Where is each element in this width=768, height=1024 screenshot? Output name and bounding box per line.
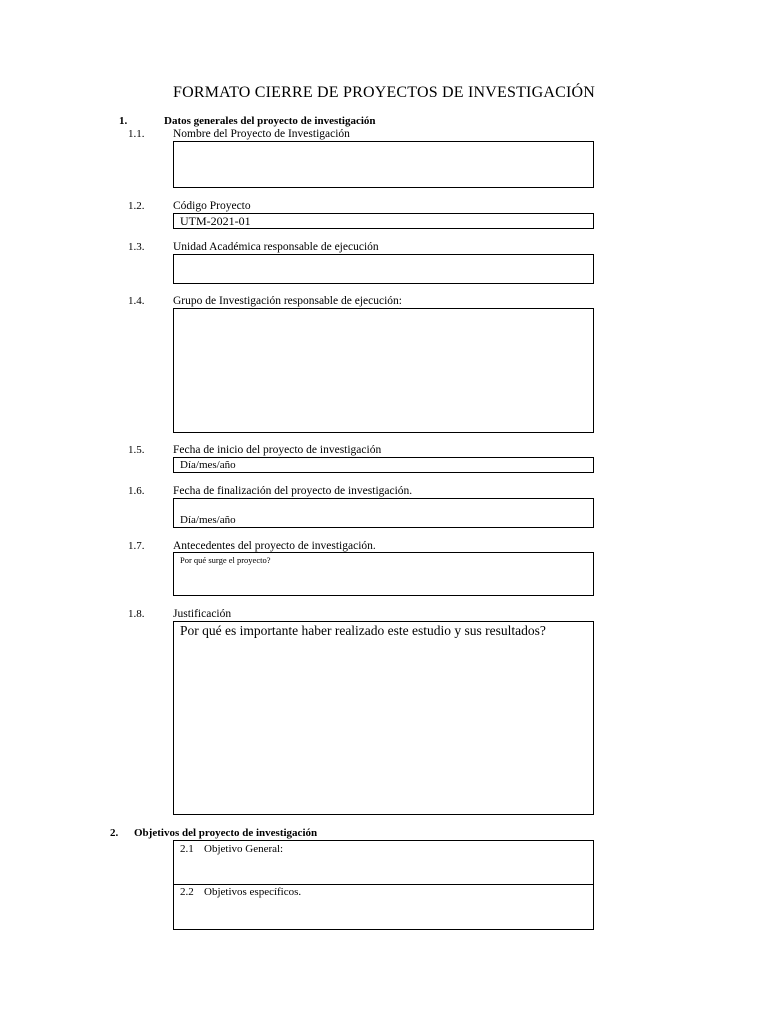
academic-unit-field[interactable] [173, 254, 594, 284]
start-date-value: Día/mes/año [180, 459, 236, 471]
section-1-heading: Datos generales del proyecto de investigación [164, 115, 376, 127]
item-1-2-number: 1.2. [128, 200, 145, 212]
item-1-8-label: Justificación [173, 608, 232, 620]
item-1-6-label: Fecha de finalización del proyecto de investigación. [173, 485, 413, 497]
item-1-4-number: 1.4. [128, 295, 145, 307]
section-1-number: 1. [119, 115, 128, 127]
end-date-value: Día/mes/año [180, 514, 236, 526]
objective-general-label[interactable]: Objetivo General: [204, 843, 284, 855]
item-1-2-label: Código Proyecto [173, 200, 251, 212]
objectives-specific-number: 2.2 [180, 886, 194, 898]
item-1-3-label: Unidad Académica responsable de ejecución [173, 241, 379, 253]
research-group-field[interactable] [173, 308, 594, 433]
section-2-number: 2. [110, 827, 119, 839]
project-name-field[interactable] [173, 141, 594, 188]
justification-hint: Por qué es importante haber realizado este estudio y sus resultados? [180, 623, 546, 638]
item-1-5-number: 1.5. [128, 444, 145, 456]
item-1-4-label: Grupo de Investigación responsable de ejecución: [173, 295, 402, 307]
project-code-field[interactable] [173, 213, 594, 229]
item-1-1-label: Nombre del Proyecto de Investigación [173, 128, 350, 140]
item-1-1-number: 1.1. [128, 128, 145, 140]
start-date-field[interactable] [173, 457, 594, 473]
item-1-7-label: Antecedentes del proyecto de investigación. [173, 540, 376, 552]
item-1-5-label: Fecha de inicio del proyecto de investigación [173, 444, 382, 456]
objectives-table [173, 840, 594, 930]
document-title: FORMATO CIERRE DE PROYECTOS DE INVESTIGACIÓN [172, 84, 595, 101]
project-code-value: UTM-2021-01 [180, 214, 251, 228]
item-1-3-number: 1.3. [128, 241, 145, 253]
background-field[interactable] [173, 552, 594, 596]
item-1-6-number: 1.6. [128, 485, 145, 497]
justification-field[interactable] [173, 621, 594, 815]
item-1-8-number: 1.8. [128, 608, 145, 620]
background-hint: Por qué surge el proyecto? [180, 555, 271, 565]
objectives-divider [174, 884, 593, 885]
end-date-field[interactable] [173, 498, 594, 528]
item-1-7-number: 1.7. [128, 540, 145, 552]
objective-general-number: 2.1 [180, 843, 194, 855]
objectives-specific-label[interactable]: Objetivos específicos. [204, 886, 302, 898]
section-2-heading: Objetivos del proyecto de investigación [134, 827, 318, 839]
